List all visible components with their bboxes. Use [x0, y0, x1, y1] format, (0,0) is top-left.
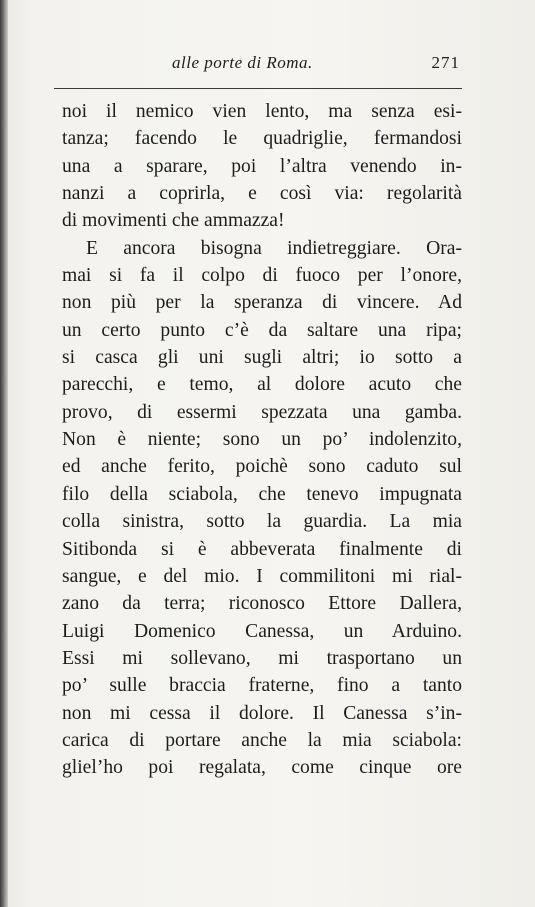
- text-line: parecchi, e temo, al dolore acuto che: [62, 374, 462, 396]
- page-number: 271: [431, 53, 460, 72]
- body-text: [62, 98, 462, 782]
- text-line: nanzi a coprirla, e così via: regolarità: [62, 183, 462, 205]
- text-line: gliel’ho poi regalata, come cinque ore: [62, 757, 462, 779]
- text-line: Sitibonda si è abbeverata finalmente di: [62, 538, 462, 560]
- text-line: una a sparare, poi l’altra venendo in-: [62, 155, 462, 177]
- text-line: mai si fa il colpo di fuoco per l’onore,: [62, 265, 462, 287]
- text-line: provo, di essermi spezzata una gamba.: [62, 401, 462, 423]
- text-line: Luigi Domenico Canessa, un Arduino.: [62, 620, 462, 642]
- text-line: noi il nemico vien lento, ma senza esi-: [62, 101, 462, 122]
- text-line: carica di portare anche la mia sciabola:: [62, 729, 462, 751]
- text-line: Essi mi sollevano, mi trasportano un: [62, 647, 462, 669]
- text-line: di movimenti che ammazza!: [62, 210, 285, 232]
- text-line: Non è niente; sono un po’ indolenzito,: [62, 429, 462, 451]
- text-line: zano da terra; riconosco Ettore Dallera,: [62, 593, 462, 615]
- text-line: non mi cessa il dolore. Il Canessa s’in-: [62, 702, 462, 724]
- page-header: [60, 53, 460, 77]
- text-line: un certo punto c’è da saltare una ripa;: [62, 319, 462, 341]
- text-line: colla sinistra, sotto la guardia. La mia: [62, 511, 462, 533]
- text-line: sangue, e del mio. I commilitoni mi rial-: [62, 565, 462, 587]
- text-line: tanza; facendo le quadriglie, fermandosi: [62, 128, 462, 150]
- running-title: alle porte di Roma.: [172, 53, 313, 72]
- text-line: ed anche ferito, poichè sono caduto sul: [62, 456, 462, 478]
- page-gutter-shadow: [0, 0, 8, 907]
- header-rule: [54, 88, 462, 89]
- text-line: po’ sulle braccia fraterne, fino a tanto: [62, 675, 462, 697]
- text-line: non più per la speranza di vincere. Ad: [62, 292, 462, 314]
- text-line: filo della sciabola, che tenevo impugnata: [62, 483, 462, 505]
- text-line: si casca gli uni sugli altri; io sotto a: [62, 347, 462, 369]
- text-line: E ancora bisogna indietreggiare. Ora-: [86, 237, 462, 259]
